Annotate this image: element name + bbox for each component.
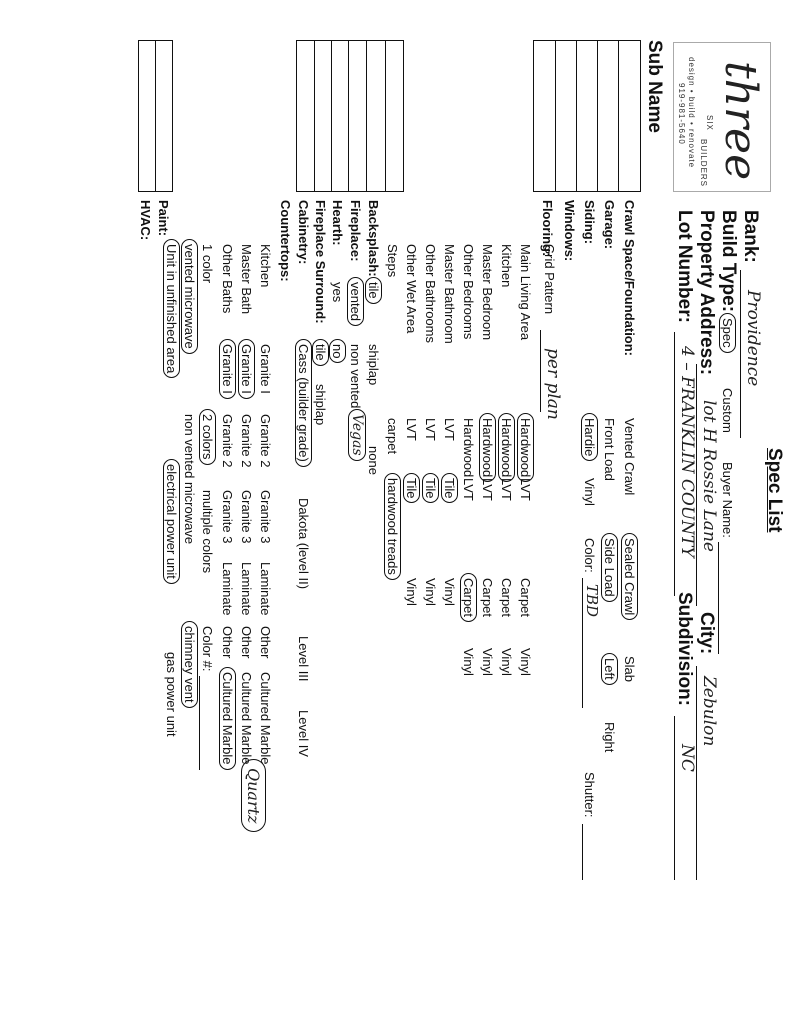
paint-opt-multiple: multiple colors	[200, 490, 215, 574]
cabinetry-opt-level4: Level IV	[296, 710, 311, 757]
siding-color-label: Color:	[582, 538, 597, 573]
flooring-wetarea-tile: Tile	[403, 478, 419, 503]
fireplace-opt-vented: vented	[347, 282, 363, 326]
fireplace-label: Fireplace:	[348, 200, 363, 262]
sub-box-crawl[interactable]	[618, 40, 641, 192]
hvac-opt-chimney-vent: chimney vent	[181, 626, 197, 708]
counter-masterbath-g1: Granite I	[238, 344, 254, 399]
flooring-masterbed-hardwood: Hardwood	[479, 418, 495, 482]
siding-opt-hardie: Hardie	[581, 418, 597, 461]
counter-otherbaths-g2: Granite 2	[220, 414, 235, 468]
flooring-otherbath-lvt: LVT	[423, 418, 438, 441]
flooring-kitchen-carpet: Carpet	[499, 578, 514, 618]
build-type-spec: Spec	[719, 318, 735, 353]
siding-color-value: TBD	[583, 584, 601, 618]
subdivision-label: Subdivision:	[674, 592, 695, 706]
logo-builders-text: BUILDERS	[699, 139, 708, 188]
counter-room-other-baths: Other Baths	[220, 244, 235, 314]
flooring-masterbed-lvt: LVT	[480, 478, 495, 501]
flooring-main-hardwood: Hardwood	[517, 418, 533, 482]
paint-color-label: Color #:	[200, 626, 215, 672]
lot-number-line	[674, 332, 675, 596]
countertops-label: Countertops:	[278, 200, 293, 282]
logo-phone: 919-981-5640	[677, 83, 686, 145]
counter-kitchen-g1: Granite I	[258, 344, 273, 394]
hvac-label: HVAC:	[138, 200, 153, 241]
sub-box-countertops[interactable]	[296, 40, 315, 192]
flooring-main-carpet: Carpet	[518, 578, 533, 618]
counter-kitchen-g3: Granite 3	[258, 490, 273, 544]
lot-number-label: Lot Number:	[674, 210, 695, 323]
counter-kitchen-other: Other	[258, 626, 273, 659]
flooring-otherbed-vinyl: Vinyl	[461, 648, 476, 676]
counter-kitchen-marble: Cultured Marble	[258, 672, 273, 765]
sub-box-hearth[interactable]	[348, 40, 367, 192]
garage-opt-right: Right	[602, 722, 617, 753]
flooring-kitchen-hardwood: Hardwood	[498, 418, 514, 482]
flooring-otherbath-tile: Tile	[422, 478, 438, 503]
page-title: Spec List	[764, 448, 785, 533]
counter-otherbaths-g3: Granite 3	[220, 490, 235, 544]
windows-grid-line	[540, 330, 541, 412]
sub-box-paint[interactable]	[155, 40, 173, 192]
flooring-masterbath-vinyl: Vinyl	[442, 578, 457, 606]
flooring-label: Flooring:	[540, 200, 555, 257]
sub-box-fireplace[interactable]	[366, 40, 386, 192]
hvac-opt-nonvented-microwave: non vented microwave	[182, 414, 197, 545]
paint-label: Paint:	[156, 200, 171, 237]
flooring-otherbed-lvt: LVT	[461, 478, 476, 501]
cabinetry-label: Cabinetry:	[296, 200, 311, 265]
backsplash-label: Backsplash:	[366, 200, 381, 277]
countertops-note: Quartz	[244, 764, 263, 832]
hearth-opt-yes: yes	[330, 282, 345, 303]
flooring-kitchen-vinyl: Vinyl	[499, 648, 514, 676]
fireplace-opt-nonvented: non vented	[348, 344, 363, 409]
fireplace-note: Vegas	[349, 414, 365, 461]
logo-script-text: three	[715, 61, 766, 181]
lot-number-value: 4 – FRANKLIN COUNTY	[677, 346, 697, 558]
flooring-otherbath-vinyl: Vinyl	[423, 578, 438, 606]
counter-kitchen-g2: Granite 2	[258, 414, 273, 468]
flooring-main-vinyl: Vinyl	[518, 648, 533, 676]
sub-box-flooring[interactable]	[533, 40, 556, 192]
flooring-masterbath-lvt: LVT	[442, 418, 457, 441]
logo-six-text: SIX	[705, 115, 714, 131]
sub-box-hvac[interactable]	[138, 40, 156, 192]
cabinetry-opt-cass: Cass (builder grade)	[295, 344, 311, 467]
flooring-room-wet-area: Other Wet Area	[404, 244, 419, 334]
counter-masterbath-marble: Cultured Marble	[239, 672, 254, 765]
counter-otherbaths-laminate: Laminate	[220, 562, 235, 616]
bank-line	[740, 270, 741, 438]
cabinetry-opt-level3: Level III	[296, 636, 311, 682]
flooring-masterbed-vinyl: Vinyl	[480, 648, 495, 676]
city-label: City:	[696, 612, 717, 655]
garage-opt-left: Left	[601, 658, 617, 685]
hvac-opt-gas: gas power unit	[164, 652, 179, 737]
sub-box-garage[interactable]	[597, 40, 619, 192]
sub-box-backsplash[interactable]	[385, 40, 404, 192]
siding-color-line	[582, 578, 583, 708]
hvac-opt-electrical: electrical power unit	[163, 464, 179, 584]
sub-box-windows[interactable]	[555, 40, 577, 192]
counter-otherbaths-g1: Granite I	[219, 344, 235, 399]
surround-opt-tile: tile	[312, 344, 328, 366]
crawl-label: Crawl Space/Foundation:	[622, 200, 637, 357]
backsplash-opt-shiplap: shiplap	[366, 344, 381, 386]
city-value: Zebulon	[699, 676, 719, 747]
counter-masterbath-laminate: Laminate	[239, 562, 254, 616]
surround-label: Fireplace Surround:	[313, 200, 328, 324]
flooring-steps-treads: hardwood treads	[384, 478, 400, 580]
property-address-value: lot H Rossie Lane	[699, 400, 719, 552]
sub-name-label: Sub Name	[644, 40, 665, 133]
flooring-room-steps: Steps	[385, 244, 400, 278]
flooring-room-main: Main Living Area	[518, 244, 533, 341]
hvac-opt-unit-unfinished: Unit in unfinished area	[163, 244, 179, 378]
backsplash-opt-tile: tile	[365, 282, 381, 304]
cabinetry-opt-dakota: Dakota (level II)	[296, 498, 311, 590]
flooring-room-master-bath: Master Bathroom	[442, 244, 457, 344]
bank-value: Providence	[743, 290, 763, 387]
bank-label: Bank:	[740, 210, 761, 263]
hearth-opt-no: no	[329, 344, 345, 363]
flooring-otherbed-carpet: Carpet	[460, 578, 476, 622]
backsplash-opt-none: none	[366, 446, 381, 475]
hearth-label: Hearth:	[330, 200, 345, 246]
flooring-room-master-bed: Master Bedroom	[480, 244, 495, 341]
flooring-room-other-bed: Other Bedrooms	[461, 244, 476, 340]
surround-opt-shiplap: shiplap	[313, 384, 328, 426]
counter-room-master-bath: Master Bath	[239, 244, 254, 315]
flooring-room-kitchen: Kitchen	[499, 244, 514, 288]
paint-opt-1color: 1 color	[200, 244, 215, 284]
flooring-kitchen-lvt: LVT	[499, 478, 514, 501]
windows-grid-label: Grid Pattern	[542, 244, 557, 315]
company-logo	[673, 42, 771, 192]
subdivision-line	[674, 716, 675, 880]
counter-room-kitchen: Kitchen	[258, 244, 273, 288]
build-type-custom: Custom	[720, 388, 735, 433]
property-address-label: Property Address:	[696, 210, 717, 376]
garage-opt-front: Front Load	[602, 418, 617, 481]
subdivision-value: NC	[677, 744, 697, 772]
crawl-opt-slab: Slab	[622, 656, 637, 683]
sub-box-siding[interactable]	[576, 40, 598, 192]
flooring-main-lvt: LVT	[518, 478, 533, 501]
siding-opt-vinyl: Vinyl	[582, 478, 597, 506]
siding-shutter-label: Shutter:	[582, 772, 597, 818]
counter-otherbaths-marble: Cultured Marble	[219, 672, 235, 770]
buyer-name-label: Buyer Name:	[720, 462, 735, 538]
buyer-name-line	[718, 542, 719, 654]
hvac-opt-vented-microwave: vented microwave	[181, 244, 197, 354]
sub-box-surround[interactable]	[331, 40, 349, 192]
flooring-masterbed-carpet: Carpet	[480, 578, 495, 618]
windows-label: Windows:	[562, 200, 577, 262]
counter-masterbath-other: Other	[239, 626, 254, 659]
sub-box-cabinetry[interactable]	[314, 40, 332, 192]
flooring-wetarea-lvt: LVT	[404, 418, 419, 441]
siding-label: Siding:	[582, 200, 597, 245]
flooring-otherbed-hardwood: Hardwood	[461, 418, 476, 478]
build-type-label: Build Type:	[718, 210, 739, 313]
garage-label: Garage:	[602, 200, 617, 250]
counter-masterbath-g2: Granite 2	[239, 414, 254, 468]
crawl-opt-vented: Vented Crawl	[622, 418, 637, 496]
counter-otherbaths-other: Other	[220, 626, 235, 659]
flooring-steps-carpet: carpet	[385, 418, 400, 455]
counter-kitchen-laminate: Laminate	[258, 562, 273, 616]
logo-tagline: design • build • renovate	[687, 57, 696, 169]
paint-color-line	[199, 676, 200, 770]
garage-opt-side: Side Load	[601, 538, 617, 602]
windows-grid-value: per plan	[543, 348, 563, 420]
paint-opt-2colors: 2 colors	[199, 414, 215, 465]
flooring-wetarea-vinyl: Vinyl	[404, 578, 419, 606]
siding-shutter-line	[582, 824, 583, 880]
flooring-room-other-bath: Other Bathrooms	[423, 244, 438, 343]
crawl-opt-sealed: Sealed Crawl	[621, 538, 637, 620]
city-line	[696, 666, 697, 880]
counter-masterbath-g3: Granite 3	[239, 490, 254, 544]
flooring-masterbath-tile: Tile	[441, 478, 457, 503]
